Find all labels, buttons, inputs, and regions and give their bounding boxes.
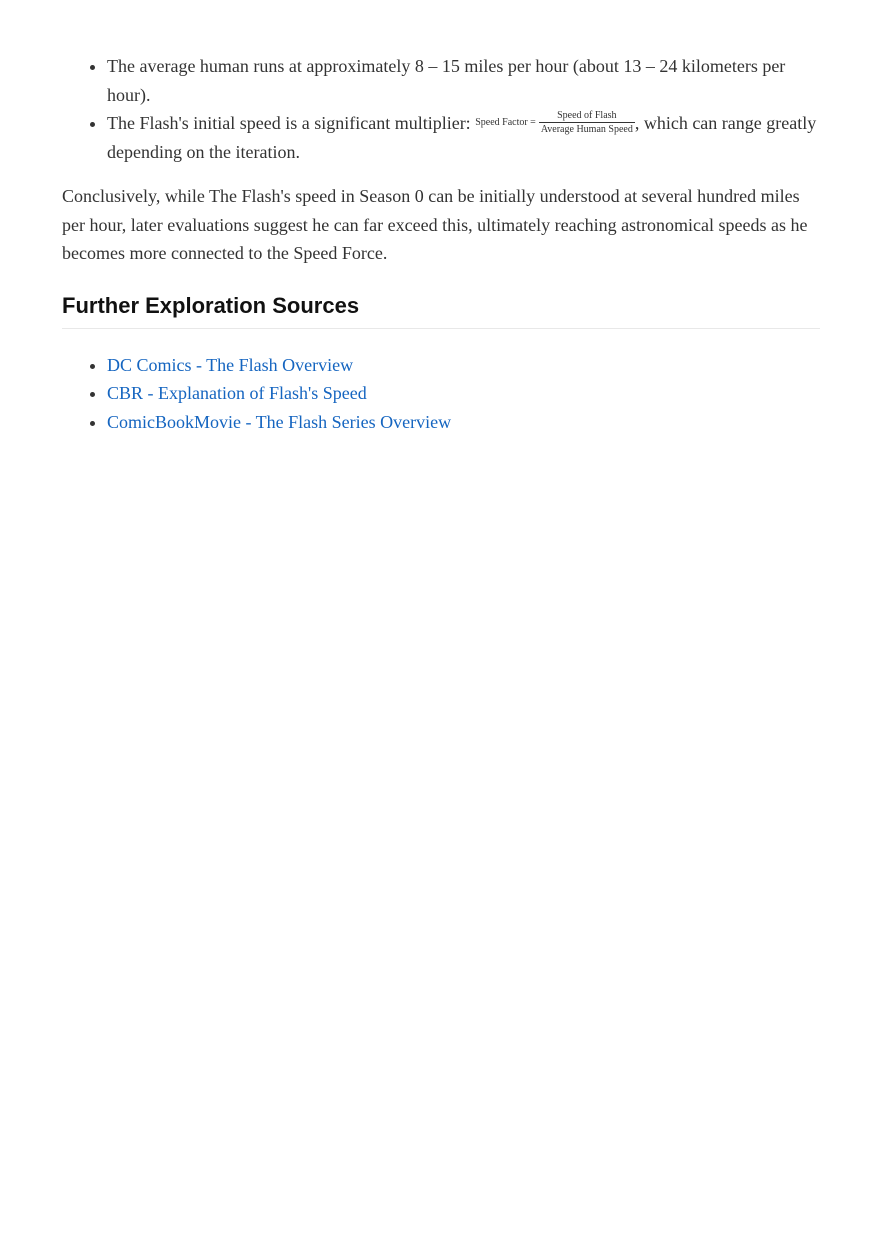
source-link-dc-comics[interactable]: DC Comics - The Flash Overview [107,354,354,375]
formula-lhs: Speed Factor = [475,117,536,129]
source-link-comicbookmovie[interactable]: ComicBookMovie - The Flash Series Overview [107,411,452,432]
facts-list [62,52,820,166]
flash-speed-suffix: , which can range greatly depending on the iteration. [107,113,817,162]
sources-heading: Further Exploration Sources [62,292,820,329]
conclusion-paragraph: Conclusively, while The Flash's speed in Season 0 can be initially understood at several hundred miles per hour, later evaluations suggest he can far exceed this, ultimately reaching astronomical speeds as he becomes more connected to the Speed Force. [62,186,808,263]
source-link-cbr[interactable]: CBR - Explanation of Flash's Speed [107,383,367,403]
list-item [107,408,820,437]
list-item-human-speed [107,52,820,109]
sources-list [62,351,820,437]
formula-fraction [539,110,635,135]
speed-factor-formula [475,110,635,135]
list-item-flash-speed [107,109,820,166]
formula-denominator: Average Human Speed [540,124,633,136]
flash-speed-prefix: The Flash's initial speed is a significant multiplier: [107,113,476,133]
list-item [107,351,820,380]
human-speed-text: The average human runs at approximately 8 – 15 miles per hour (about 13 – 24 kilometers per hour). [107,56,786,105]
list-item [107,379,820,408]
document-page [62,52,820,436]
formula-numerator: Speed of Flash [539,110,635,123]
